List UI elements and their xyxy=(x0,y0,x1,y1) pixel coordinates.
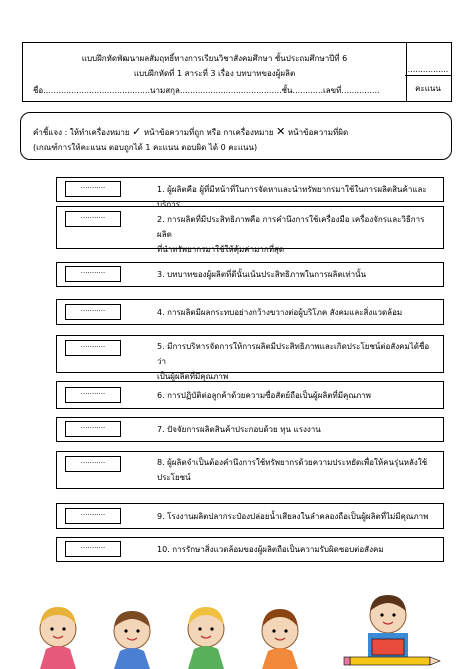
answer-blank[interactable]: ........... xyxy=(65,266,121,282)
answer-blank[interactable]: ........... xyxy=(65,340,121,356)
instructions-box xyxy=(20,112,452,160)
question-row xyxy=(56,417,444,442)
question-text: 3. บทบาทของผู้ผลิตที่ดีนั้นเน้นประสิทธิภาพในการผลิตเท่านั้น xyxy=(157,270,367,279)
exercise-subtitle: แบบฝึกหัดที่ 1 สาระที่ 3 เรื่อง บทบาทของผู้ผลิต xyxy=(133,69,296,78)
worksheet-title: แบบฝึกหัดพัฒนาผลสัมฤทธิ์ทางการเรียนวิชาสังคมศึกษา ชั้นประถมศึกษาปีที่ 6 xyxy=(81,54,348,63)
question-text-cont: ประโยชน์ xyxy=(157,473,191,482)
score-divider xyxy=(405,75,451,76)
instructions-suffix: หน้าข้อความที่ผิด xyxy=(287,128,349,137)
score-box xyxy=(405,43,451,101)
question-text-cont: เป็นผู้ผลิตที่มีคุณภาพ xyxy=(157,372,229,381)
instructions-prefix: คำชี้แจง : ให้ทำเครื่องหมาย xyxy=(33,128,130,137)
answer-blank[interactable]: ........... xyxy=(65,508,121,524)
check-mark-icon: ✓ xyxy=(132,125,142,138)
question-text: 1. ผู้ผลิตคือ ผู้ที่มีหน้าที่ในการจัดหาและนำทรัพยากรมาใช้ในการผลิตสินค้าและบริการ xyxy=(157,185,427,209)
header-title-area xyxy=(23,43,407,101)
question-text: 4. การผลิตมีผลกระทบอย่างกว้างขวางต่อผู้บริโภค สังคมและสิ่งแวดล้อม xyxy=(157,308,403,317)
answer-blank[interactable]: ........... xyxy=(65,304,121,320)
question-text: 7. ปัจจัยการผลิตสินค้าประกอบด้วย ทุน แรงงาน xyxy=(157,425,321,434)
header-box xyxy=(22,42,452,102)
question-text: 8. ผู้ผลิตจำเป็นต้องคำนึงการใช้ทรัพยากรด้วยความประหยัดเพื่อให้คนรุ่นหลังใช้ xyxy=(157,458,428,467)
question-text: 2. การผลิตที่มีประสิทธิภาพคือ การคำนึงการใช้เครื่องมือ เครื่องจักรและวิธีการผลิต xyxy=(157,215,425,239)
question-row xyxy=(56,537,444,562)
cross-mark-icon: ✕ xyxy=(276,125,286,138)
scoring-criteria: (เกณฑ์การให้คะแนน ตอบถูกได้ 1 คะแนน ตอบผิด ได้ 0 คะแนน) xyxy=(33,143,258,152)
cartoon-girl-figure xyxy=(40,607,76,669)
question-text: 10. การรักษาสิ่งแวดล้อมของผู้ผลิตถือเป็นความรับผิดชอบต่อสังคม xyxy=(157,545,384,554)
question-text: 6. การปฏิบัติต่อลูกค้าด้วยความซื่อสัตย์ถือเป็นผู้ผลิตที่มีคุณภาพ xyxy=(157,391,371,400)
instructions-middle: หน้าข้อความที่ถูก หรือ กาเครื่องหมาย xyxy=(143,128,274,137)
question-row xyxy=(56,503,444,529)
question-row xyxy=(56,177,444,209)
answer-blank[interactable]: ........... xyxy=(65,541,121,557)
question-row xyxy=(56,335,444,381)
answer-blank[interactable]: ........... xyxy=(65,211,121,227)
score-label: คะแนน xyxy=(415,84,441,93)
question-row xyxy=(56,451,444,489)
question-row xyxy=(56,206,444,254)
answer-blank[interactable]: ........... xyxy=(65,456,121,472)
answer-blank[interactable]: ........... xyxy=(65,387,121,403)
cartoon-girl-figure xyxy=(262,609,298,669)
question-text: 9. โรงงานผลิตปลากระป๋องปล่อยน้ำเสียลงในลำคลองถือเป็นผู้ผลิตที่ไม่มีคุณภาพ xyxy=(157,512,429,521)
answer-blank[interactable]: ........... xyxy=(65,421,121,437)
cartoon-girl-figure xyxy=(188,607,224,669)
question-row xyxy=(56,299,444,325)
student-info-line: ชื่อ..........................................นามสกุล........................................ชั้น............เลขที่............... xyxy=(33,86,380,95)
cartoon-boy-reading-figure xyxy=(344,595,440,665)
instructions-line xyxy=(33,125,348,139)
cartoon-children-illustration xyxy=(20,585,460,669)
cartoon-boy-figure xyxy=(114,611,150,669)
score-blank: ................ xyxy=(407,65,449,74)
question-row xyxy=(56,262,444,287)
answer-blank[interactable]: ........... xyxy=(65,181,121,197)
question-text-cont: ที่นำทรัพยากรมาใช้ให้คุ้มค่ามากที่สุด xyxy=(157,245,285,254)
question-row xyxy=(56,381,444,409)
question-text: 5. มีการบริหารจัดการให้การผลิตมีประสิทธิภาพและเกิดประโยชน์ต่อสังคมได้ชื่อว่า xyxy=(157,342,430,366)
